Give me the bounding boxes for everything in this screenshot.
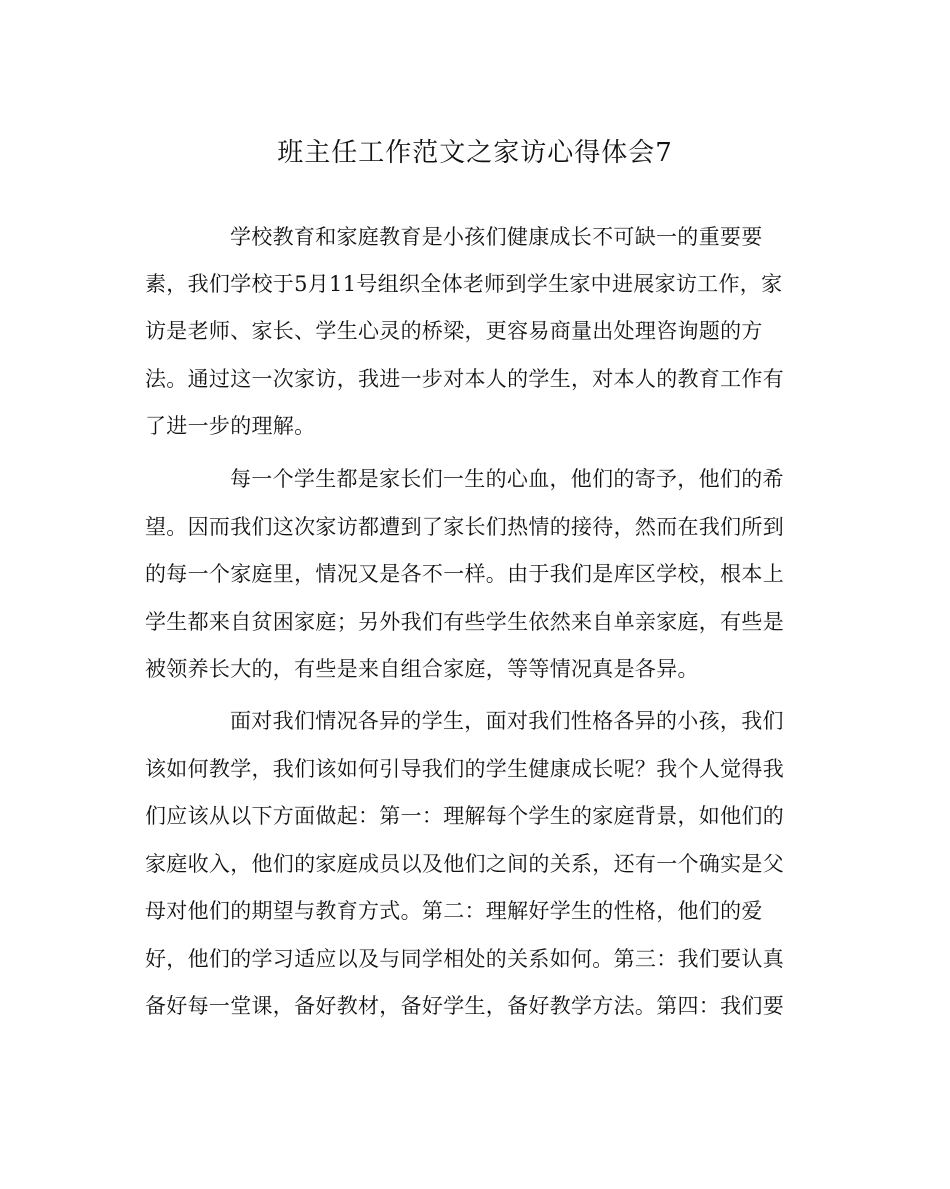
paragraph-2-line-2: 望。因而我们这次家访都遭到了家长们热情的接待，然而在我们所到 bbox=[145, 515, 784, 539]
paragraph-2-line-5: 被领养长大的，有些是来自组合家庭，等等情况真是各异。 bbox=[145, 657, 699, 681]
paragraph-1-line-4: 法。通过这一次家访，我进一步对本人的学生，对本人的教育工作有 bbox=[145, 367, 784, 391]
paragraph-3-line-3: 们应该从以下方面做起：第一：理解每个学生的家庭背景，如他们的 bbox=[145, 804, 784, 828]
paragraph-3-line-1: 面对我们情况各异的学生，面对我们性格各异的小孩，我们 bbox=[230, 709, 784, 733]
paragraph-3-line-4: 家庭收入，他们的家庭成员以及他们之间的关系，还有一个确实是父 bbox=[145, 852, 784, 876]
paragraph-1-line-1: 学校教育和家庭教育是小孩们健康成长不可缺一的重要要 bbox=[230, 225, 763, 249]
paragraph-3-line-2: 该如何教学，我们该如何引导我们的学生健康成长呢？我个人觉得我 bbox=[145, 757, 784, 781]
paragraph-2-line-4: 学生都来自贫困家庭；另外我们有些学生依然来自单亲家庭，有些是 bbox=[145, 610, 784, 634]
paragraph-2-line-3: 的每一个家庭里，情况又是各不一样。由于我们是库区学校，根本上 bbox=[145, 562, 784, 586]
paragraph-1-line-5: 了进一步的理解。 bbox=[145, 414, 316, 438]
paragraph-3-line-5: 母对他们的期望与教育方式。第二：理解好学生的性格，他们的爱 bbox=[145, 899, 763, 923]
paragraph-3-line-7: 备好每一堂课，备好教材，备好学生，备好教学方法。第四：我们要 bbox=[145, 994, 784, 1018]
paragraph-2-line-1: 每一个学生都是家长们一生的心血，他们的寄予，他们的希 bbox=[230, 467, 784, 491]
document-title: 班主任工作范文之家访心得体会7 bbox=[277, 138, 673, 168]
paragraph-3-line-6: 好，他们的学习适应以及与同学相处的关系如何。第三：我们要认真 bbox=[145, 947, 784, 971]
paragraph-1-line-3: 访是老师、家长、学生心灵的桥梁，更容易商量出处理咨询题的方 bbox=[145, 319, 763, 343]
paragraph-1-line-2: 素，我们学校于5月11号组织全体老师到学生家中进展家访工作，家 bbox=[145, 272, 783, 296]
